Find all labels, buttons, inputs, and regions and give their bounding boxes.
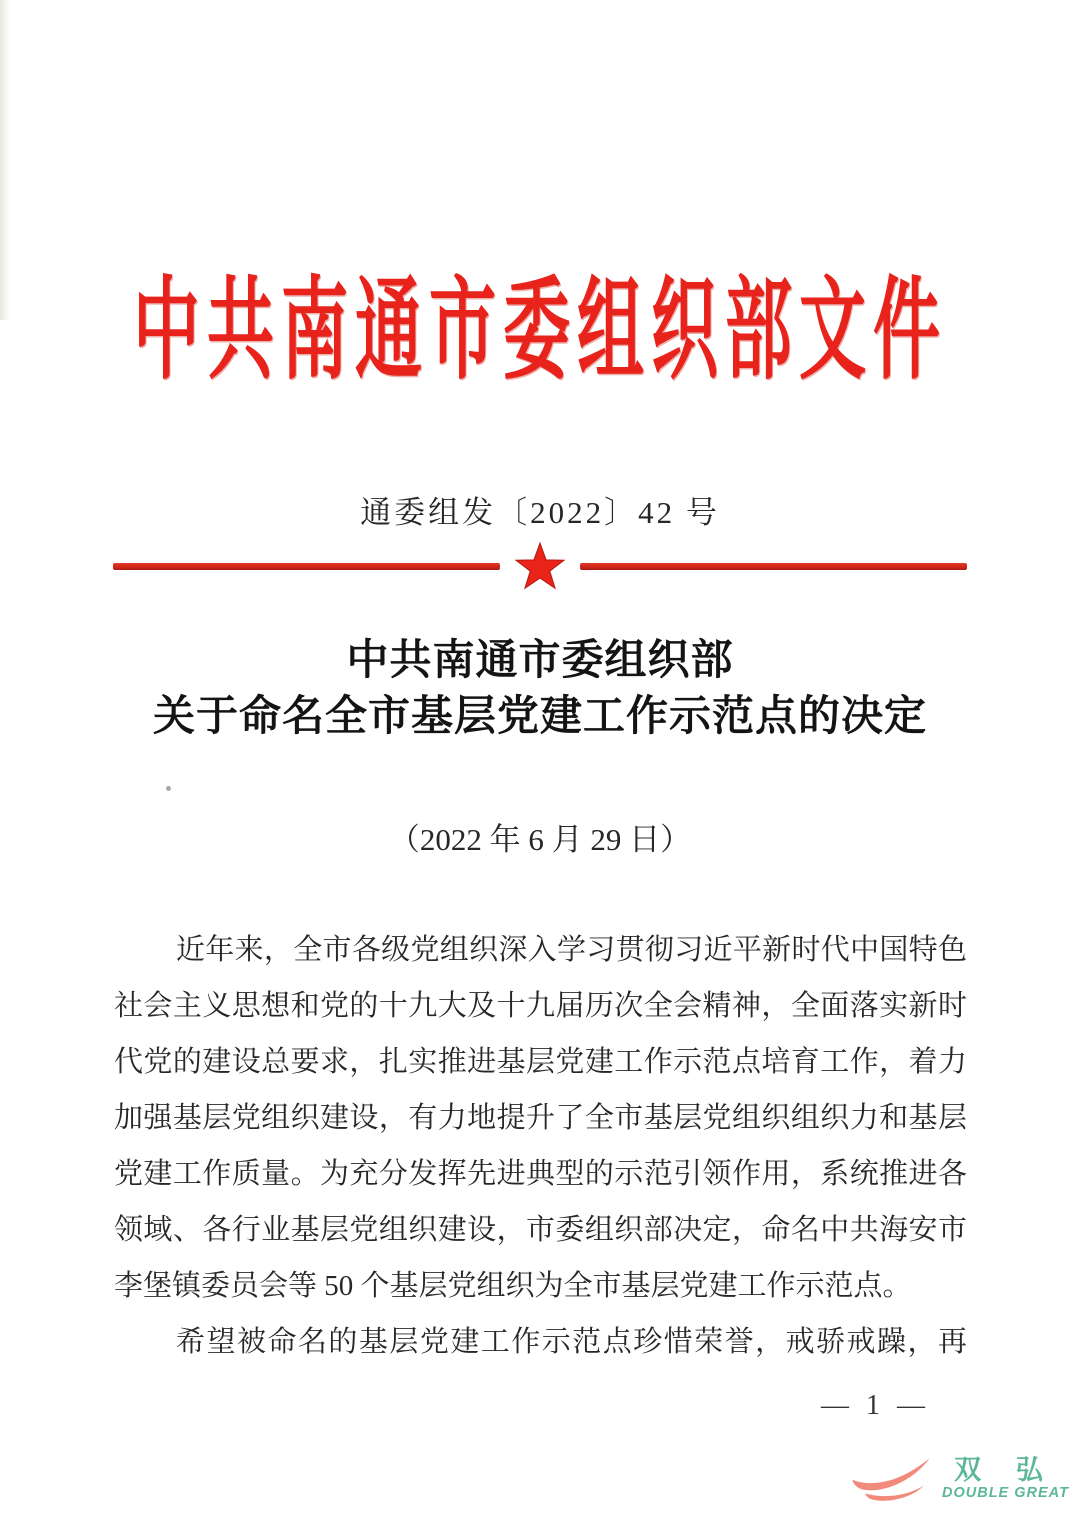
double-great-logo-icon <box>848 1451 934 1507</box>
masthead-title: 中共南通市委组织部文件 <box>133 270 947 393</box>
body-line: 党建工作质量。为充分发挥先进典型的示范引领作用，系统推进各 <box>114 1158 967 1190</box>
red-star-icon <box>514 542 566 590</box>
watermark-cn-label: 双 弘 <box>954 1455 1057 1485</box>
document-body <box>114 922 967 1370</box>
body-line: 希望被命名的基层党建工作示范点珍惜荣誉，戒骄戒躁，再 <box>176 1326 967 1358</box>
body-line: 加强基层党组织建设，有力地提升了全市基层党组织组织力和基层 <box>114 1102 967 1134</box>
document-date: （2022 年 6 月 29 日） <box>388 822 692 857</box>
divider-line-right <box>580 563 967 570</box>
document-title-line2: 关于命名全市基层党建工作示范点的决定 <box>152 694 927 740</box>
page-number: — 1 — <box>821 1390 930 1421</box>
masthead <box>0 270 1080 407</box>
body-line: 李堡镇委员会等 50 个基层党组织为全市基层党建工作示范点。 <box>114 1270 912 1302</box>
document-title-line1: 中共南通市委组织部 <box>346 638 734 684</box>
double-great-watermark <box>848 1448 1070 1510</box>
document-number: 通委组发〔2022〕42 号 <box>360 495 720 530</box>
body-line: 社会主义思想和党的十九大及十九届历次全会精神，全面落实新时 <box>114 990 967 1022</box>
body-line: 近年来，全市各级党组织深入学习贯彻习近平新时代中国特色 <box>176 934 967 966</box>
watermark-text <box>942 1456 1069 1502</box>
paper-edge-shadow <box>0 0 10 320</box>
body-line: 代党的建设总要求，扎实推进基层党建工作示范点培育工作，着力 <box>114 1046 967 1078</box>
scan-speck-artifact <box>166 786 171 791</box>
watermark-en-label: DOUBLE GREAT <box>942 1485 1069 1501</box>
red-divider <box>113 542 967 590</box>
body-line: 领域、各行业基层党组织建设，市委组织部决定，命名中共海安市 <box>114 1214 967 1246</box>
divider-line-left <box>113 563 500 570</box>
document-title <box>0 633 1080 745</box>
